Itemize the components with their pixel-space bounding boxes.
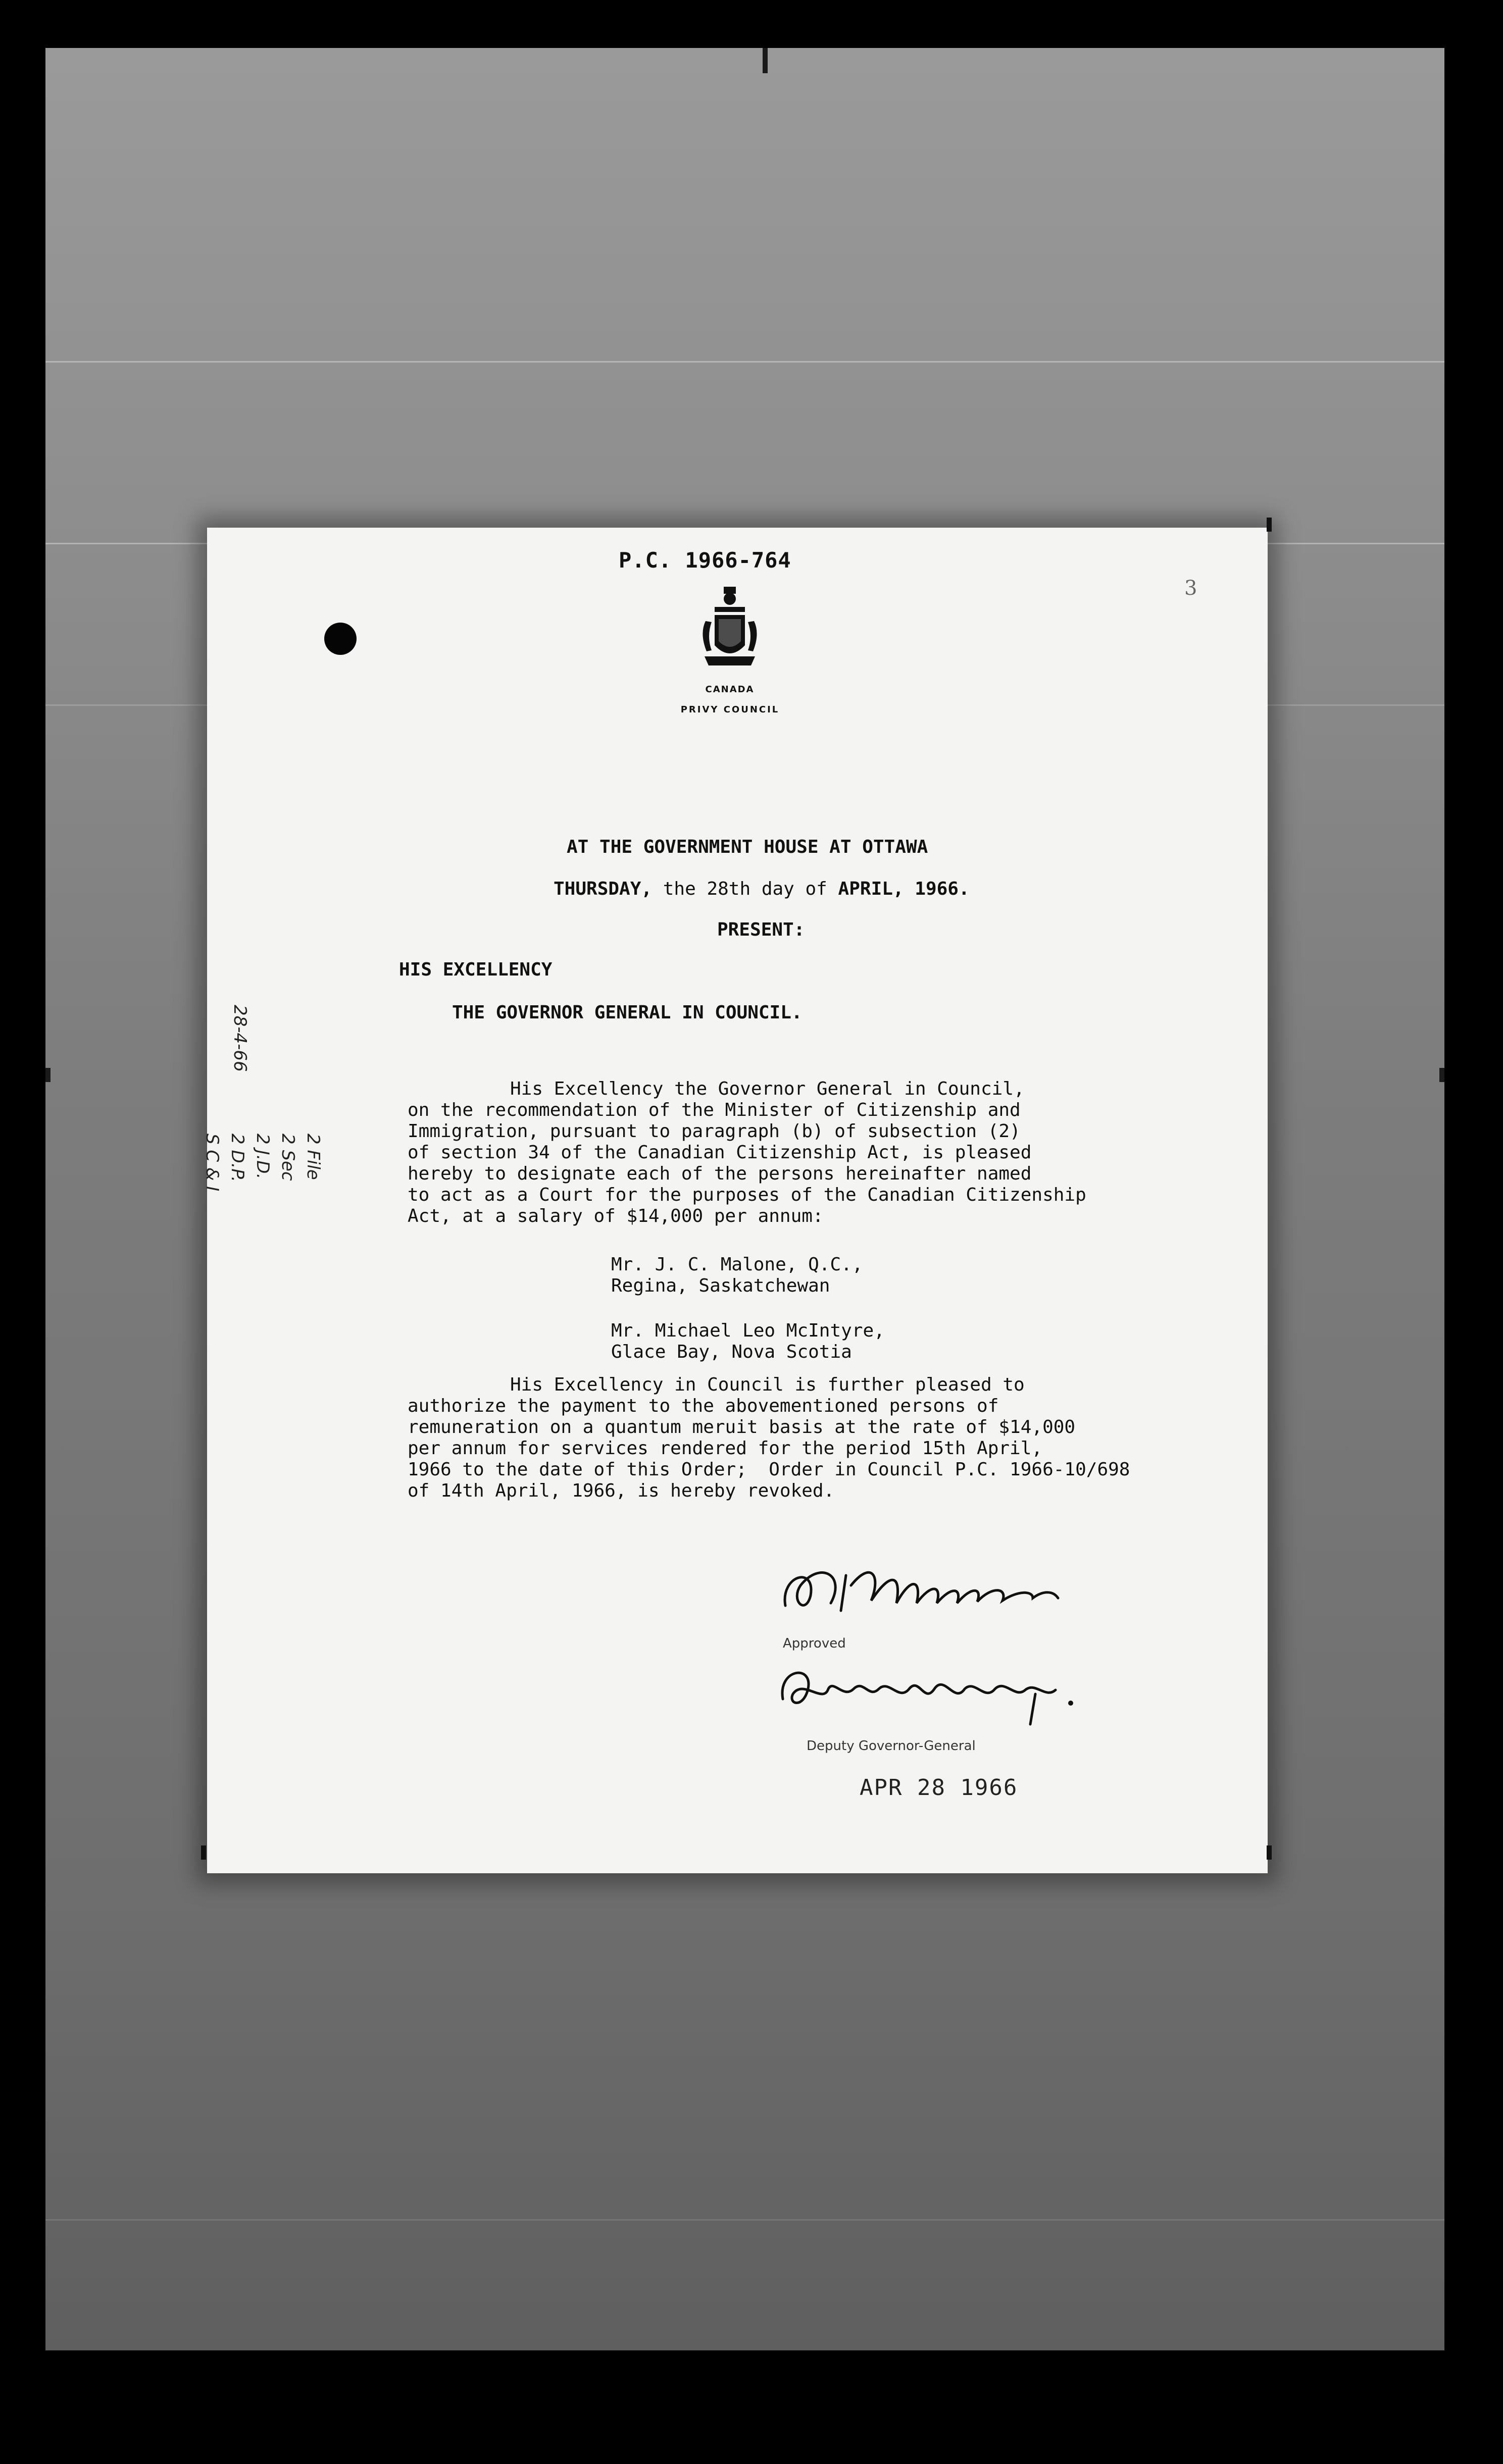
margin-note: 2 Sec <box>278 1134 298 1181</box>
deputy-governor-caption: Deputy Governor-General <box>807 1738 976 1754</box>
heading-place: AT THE GOVERNMENT HOUSE AT OTTAWA <box>567 837 928 857</box>
appointee-place: Glace Bay, Nova Scotia <box>611 1342 852 1362</box>
film-streak <box>45 2219 1444 2221</box>
paragraph2-line: His Excellency in Council is further pleased to <box>510 1374 1025 1395</box>
margin-note: 2 File <box>303 1134 323 1180</box>
page-number: 3 <box>1184 577 1197 600</box>
margin-note: 2 J.D. <box>253 1134 273 1179</box>
date-day: the 28th day of <box>652 879 838 899</box>
film-mark <box>763 48 768 73</box>
date-month: APRIL, 1966. <box>838 879 970 899</box>
sheet-edge-mark <box>1267 1845 1272 1860</box>
paragraph2-line: remuneration on a quantum meruit basis at the rate of $14,000 <box>408 1417 1076 1438</box>
date-weekday: THURSDAY, <box>554 879 653 899</box>
paragraph2-line: of 14th April, 1966, is hereby revoked. <box>408 1480 835 1501</box>
appointee-place: Regina, Saskatchewan <box>611 1275 830 1296</box>
paragraph1-line: hereby to designate each of the persons hereinafter named <box>408 1163 1032 1184</box>
heading-date <box>554 879 970 899</box>
paragraph1-line: Immigration, pursuant to paragraph (b) of subsection (2) <box>408 1121 1021 1142</box>
approved-caption: Approved <box>783 1636 846 1651</box>
film-mark <box>1439 1068 1444 1082</box>
margin-note-date: 28-4-66 <box>230 1005 250 1072</box>
paragraph1-line: Act, at a salary of $14,000 per annum: <box>408 1206 824 1226</box>
paragraph2-line: per annum for services rendered for the period 15th April, <box>408 1438 1043 1459</box>
prime-minister-signature <box>770 1555 1124 1631</box>
sheet-edge-mark <box>1267 518 1272 532</box>
attendee-line-2: THE GOVERNOR GENERAL IN COUNCIL. <box>452 1002 803 1023</box>
paragraph2-line: 1966 to the date of this Order; Order in Council P.C. 1966-10/698 <box>408 1459 1130 1480</box>
sheet-edge-mark <box>201 1845 206 1860</box>
film-streak <box>45 361 1444 363</box>
attendee-line-1: HIS EXCELLENCY <box>399 959 553 980</box>
margin-note: S C & I <box>202 1134 222 1192</box>
paragraph1-line: to act as a Court for the purposes of the Canadian Citizenship <box>408 1185 1086 1205</box>
margin-note: 2 D.P. <box>227 1134 247 1183</box>
heading-present: PRESENT: <box>717 919 805 940</box>
punch-hole <box>324 623 357 655</box>
privy-council-label: PRIVY COUNCIL <box>680 704 780 715</box>
paragraph1-line: His Excellency the Governor General in Council, <box>510 1079 1025 1099</box>
date-stamp: APR 28 1966 <box>860 1775 1018 1801</box>
appointee-name: Mr. Michael Leo McIntyre, <box>611 1320 885 1341</box>
canada-label: CANADA <box>705 684 755 695</box>
pc-number: P.C. 1966-764 <box>619 548 791 573</box>
paragraph2-line: authorize the payment to the abovementioned persons of <box>408 1396 999 1416</box>
canada-coat-of-arms-icon <box>694 586 765 672</box>
paragraph1-line: on the recommendation of the Minister of Citizenship and <box>408 1100 1021 1120</box>
order-in-council-page <box>207 528 1268 1873</box>
deputy-governor-signature <box>773 1659 1096 1729</box>
paragraph1-line: of section 34 of the Canadian Citizenship Act, is pleased <box>408 1142 1032 1163</box>
film-mark <box>45 1068 51 1082</box>
appointee-name: Mr. J. C. Malone, Q.C., <box>611 1254 863 1275</box>
